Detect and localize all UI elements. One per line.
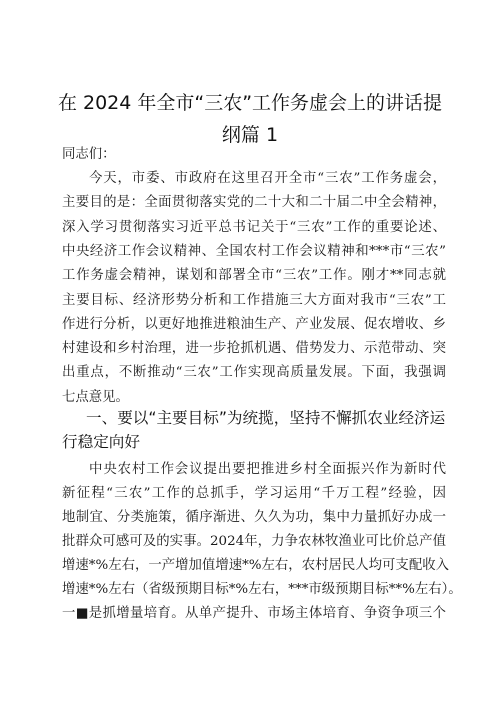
intro-line: 主要目的是：全面贯彻落实党的二十大和二十届二中全会精神， <box>62 195 446 210</box>
document-title-line-1: 在 2024 年全市“三农”工作务虚会上的讲话提 <box>57 92 443 114</box>
intro-line: 村建设和乡村治理，进一步抢抓机遇、借势发力、示范带动、突 <box>62 341 446 356</box>
section-body-line: 中央农村工作会议提出要把推进乡村全面振兴作为新时代 <box>89 462 446 477</box>
intro-line: 今天，市委、市政府在这里召开全市“三农”工作务虚会， <box>89 171 446 186</box>
intro-line: 工作务虚会精神，谋划和部署全市“三农”工作。刚才**同志就 <box>62 268 446 283</box>
section-body-line: 增速*%左右（省级预期目标*%左右，***市级预期目标**%左右）。 <box>62 582 462 597</box>
intro-line: 主要目标、经济形势分析和工作措施三大方面对我市“三农”工 <box>62 293 446 308</box>
intro-line: 深入学习贯彻落实习近平总书记关于“三农”工作的重要论述、 <box>62 220 446 235</box>
section-body-line: 新征程“三农”工作的总抓手，学习运用“千万工程”经验，因 <box>62 486 446 501</box>
intro-line: 作进行分析，以更好地推进粮油生产、产业发展、促农增收、乡 <box>62 317 446 332</box>
section-heading-line-2: 行稳定向好 <box>62 433 140 451</box>
document-title-line-2: 纲篇 1 <box>221 124 279 146</box>
section-body-line: 增速*%左右，一产增加值增速*%左右，农村居民人均可支配收入 <box>62 558 449 573</box>
intro-line: 中央经济工作会议精神、全国农村工作会议精神和***市“三农” <box>62 244 446 259</box>
intro-line: 七点意见。 <box>62 390 129 405</box>
section-heading-line-1: 一、要以“主要目标”为统揽，坚持不懈抓农业经济运 <box>86 409 446 427</box>
section-body-line: 批群众可感可及的实事。2024年，力争农林牧渔业可比价总产值 <box>62 534 446 549</box>
salutation: 同志们： <box>62 147 116 162</box>
section-body-line: 一■是抓增量培育。从单产提升、市场主体培育、争资争项三个 <box>62 606 446 621</box>
intro-line: 出重点，不断推动“三农”工作实现高质量发展。下面，我强调 <box>62 365 446 380</box>
section-body-line: 地制宜、分类施策，循序渐进、久久为功，集中力量抓好办成一 <box>62 510 446 525</box>
